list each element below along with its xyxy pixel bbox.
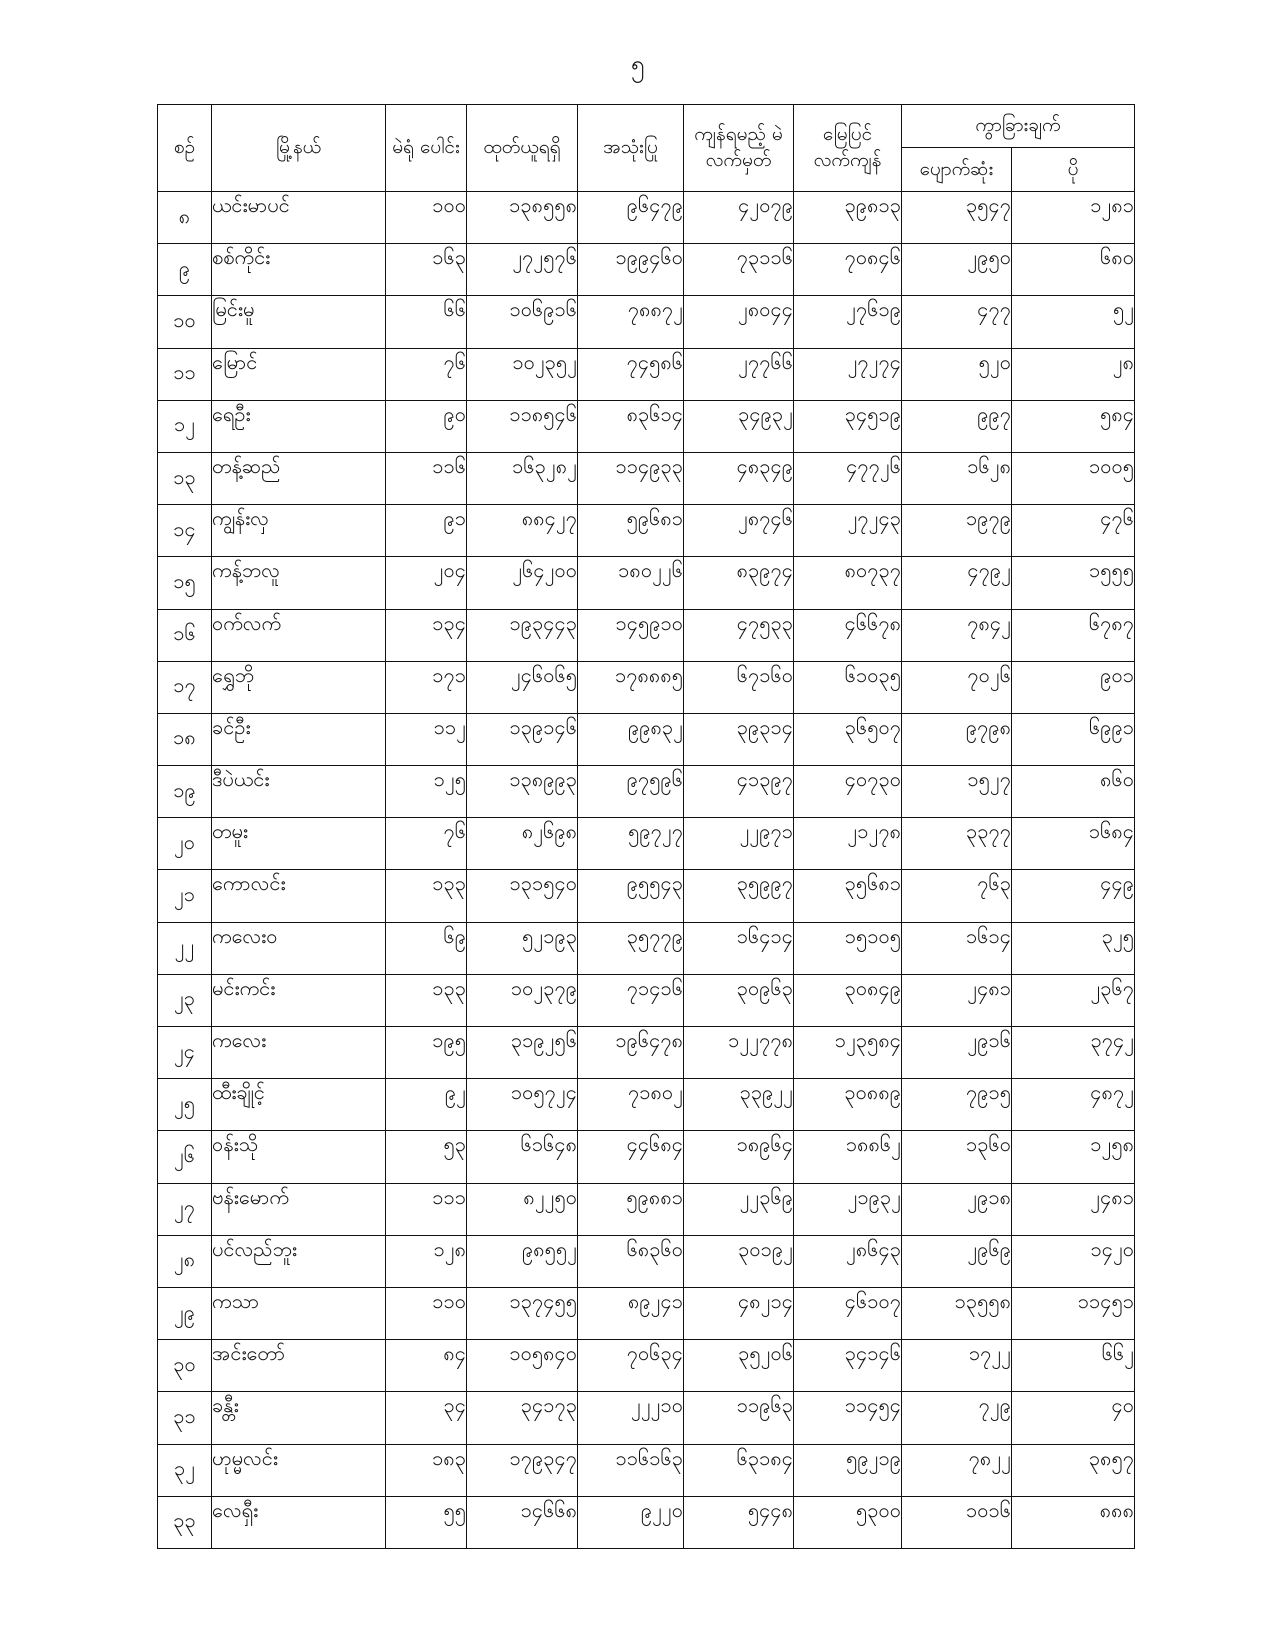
cell-pole: ၁၃၃	[386, 974, 467, 1026]
cell-extra: ၄၄၉	[1012, 870, 1135, 922]
cell-lost: ၁၀၁၆	[902, 1496, 1012, 1548]
cell-pole: ၁၀၀	[386, 192, 467, 244]
cell-returned: ၂၇၂၇၄	[794, 348, 902, 400]
cell-pole: ၉၀	[386, 400, 467, 452]
cell-unused: ၄၈၂၁၄	[684, 1287, 794, 1339]
cell-township: ခန္တီး	[212, 1392, 386, 1444]
cell-pole: ၉၁	[386, 505, 467, 557]
cell-issued: ၁၀၆၉၁၆	[467, 296, 578, 348]
cell-unused: ၃၉၃၁၄	[684, 713, 794, 765]
cell-issued: ၁၄၆၆၈	[467, 1496, 578, 1548]
cell-unused: ၄၇၅၃၃	[684, 609, 794, 661]
cell-lost: ၁၃၅၅၈	[902, 1287, 1012, 1339]
cell-used: ၉၂၂၀	[578, 1496, 684, 1548]
cell-township: တမူး	[212, 818, 386, 870]
cell-unused: ၁၆၄၁၄	[684, 922, 794, 974]
table-row	[158, 192, 1135, 244]
cell-no: ၁၈	[158, 713, 212, 765]
cell-no: ၂၈	[158, 1235, 212, 1287]
table-row	[158, 1496, 1135, 1548]
cell-no: ၁၉	[158, 766, 212, 818]
cell-returned: ၂၈၆၄၃	[794, 1235, 902, 1287]
cell-issued: ၈၈၄၂၇	[467, 505, 578, 557]
cell-no: ၃၂	[158, 1444, 212, 1496]
cell-extra: ၁၀၀၅	[1012, 452, 1135, 504]
cell-used: ၇၄၅၈၆	[578, 348, 684, 400]
cell-extra: ၂၄၈၁	[1012, 1183, 1135, 1235]
header-pole: မဲရုံ ပေါင်း	[386, 105, 467, 192]
cell-pole: ၅၅	[386, 1496, 467, 1548]
table-row	[158, 348, 1135, 400]
cell-extra: ၁၆၈၄	[1012, 818, 1135, 870]
cell-issued: ၅၂၁၉၃	[467, 922, 578, 974]
cell-used: ၉၅၅၄၃	[578, 870, 684, 922]
cell-township: ကလေး	[212, 1027, 386, 1079]
cell-returned: ၁၈၈၆၂	[794, 1131, 902, 1183]
cell-lost: ၇၈၄၂	[902, 609, 1012, 661]
cell-no: ၂၉	[158, 1287, 212, 1339]
cell-extra: ၁၂၅၈	[1012, 1131, 1135, 1183]
cell-lost: ၃၅၄၇	[902, 192, 1012, 244]
cell-extra: ၁၅၅၅	[1012, 557, 1135, 609]
cell-pole: ၁၁၀	[386, 1287, 467, 1339]
cell-lost: ၉၇၉၈	[902, 713, 1012, 765]
cell-returned: ၄၆၆၇၈	[794, 609, 902, 661]
cell-lost: ၇၂၉	[902, 1392, 1012, 1444]
header-lost: ပျောက်ဆုံး	[902, 148, 1012, 192]
cell-extra: ၄၈၇၂	[1012, 1079, 1135, 1131]
cell-township: စစ်ကိုင်း	[212, 244, 386, 296]
cell-pole: ၁၆၃	[386, 244, 467, 296]
cell-unused: ၂၈၇၄၆	[684, 505, 794, 557]
table-row	[158, 1131, 1135, 1183]
cell-extra: ၃၈၅၇	[1012, 1444, 1135, 1496]
table-row	[158, 505, 1135, 557]
cell-lost: ၅၂၀	[902, 348, 1012, 400]
table-row	[158, 1340, 1135, 1392]
cell-extra: ၆၆၂	[1012, 1340, 1135, 1392]
table-row	[158, 452, 1135, 504]
cell-returned: ၄၀၇၃၀	[794, 766, 902, 818]
cell-used: ၅၉၇၂၇	[578, 818, 684, 870]
cell-unused: ၃၅၂၀၆	[684, 1340, 794, 1392]
cell-township: ရွှေဘို	[212, 661, 386, 713]
table-row	[158, 400, 1135, 452]
cell-used: ၇၁၈၀၂	[578, 1079, 684, 1131]
cell-issued: ၁၆၃၂၈၂	[467, 452, 578, 504]
cell-returned: ၃၄၁၄၆	[794, 1340, 902, 1392]
cell-returned: ၂၇၆၁၉	[794, 296, 902, 348]
header-no: စဉ်	[158, 105, 212, 192]
cell-issued: ၈၂၂၅၀	[467, 1183, 578, 1235]
cell-extra: ၆၈၀	[1012, 244, 1135, 296]
cell-used: ၂၂၂၁၀	[578, 1392, 684, 1444]
table-row	[158, 1392, 1135, 1444]
cell-township: လေရှီး	[212, 1496, 386, 1548]
cell-extra: ၃၂၅	[1012, 922, 1135, 974]
cell-township: ကသာ	[212, 1287, 386, 1339]
cell-issued: ၁၀၂၃၅၂	[467, 348, 578, 400]
cell-lost: ၁၆၂၈	[902, 452, 1012, 504]
table-row	[158, 244, 1135, 296]
cell-returned: ၁၂၃၅၈၄	[794, 1027, 902, 1079]
cell-used: ၆၈၃၆၀	[578, 1235, 684, 1287]
cell-issued: ၂၄၆၀၆၅	[467, 661, 578, 713]
table-body	[158, 192, 1135, 1549]
cell-township: ပင်လည်ဘူး	[212, 1235, 386, 1287]
cell-unused: ၃၄၉၃၂	[684, 400, 794, 452]
cell-township: ကျွန်းလှ	[212, 505, 386, 557]
cell-township: ယင်းမာပင်	[212, 192, 386, 244]
cell-pole: ၁၂၅	[386, 766, 467, 818]
cell-pole: ၆၆	[386, 296, 467, 348]
cell-extra: ၄၀	[1012, 1392, 1135, 1444]
table-row	[158, 661, 1135, 713]
cell-township: ကလေးဝ	[212, 922, 386, 974]
table-row	[158, 296, 1135, 348]
cell-used: ၉၇၅၉၆	[578, 766, 684, 818]
cell-returned: ၇၀၈၄၆	[794, 244, 902, 296]
table-row	[158, 713, 1135, 765]
cell-unused: ၄၂၀၇၉	[684, 192, 794, 244]
table-row	[158, 870, 1135, 922]
cell-lost: ၁၅၂၇	[902, 766, 1012, 818]
cell-no: ၁၅	[158, 557, 212, 609]
cell-lost: ၂၉၁၆	[902, 1027, 1012, 1079]
cell-lost: ၇၆၃	[902, 870, 1012, 922]
cell-township: အင်းတော်	[212, 1340, 386, 1392]
cell-returned: ၃၄၅၁၉	[794, 400, 902, 452]
cell-unused: ၃၀၉၆၃	[684, 974, 794, 1026]
cell-pole: ၁၉၅	[386, 1027, 467, 1079]
cell-lost: ၂၄၈၁	[902, 974, 1012, 1026]
cell-pole: ၅၃	[386, 1131, 467, 1183]
cell-issued: ၁၃၈၅၅၈	[467, 192, 578, 244]
cell-issued: ၁၀၅၈၄၀	[467, 1340, 578, 1392]
cell-pole: ၁၃၃	[386, 870, 467, 922]
cell-township: ဗန်းမောက်	[212, 1183, 386, 1235]
cell-extra: ၁၂၈၁	[1012, 192, 1135, 244]
cell-used: ၉၆၄၇၉	[578, 192, 684, 244]
cell-returned: ၅၃၀၀	[794, 1496, 902, 1548]
cell-issued: ၆၁၆၄၈	[467, 1131, 578, 1183]
cell-lost: ၁၉၇၉	[902, 505, 1012, 557]
cell-unused: ၅၄၄၈	[684, 1496, 794, 1548]
cell-returned: ၃၅၆၈၁	[794, 870, 902, 922]
cell-pole: ၁၈၃	[386, 1444, 467, 1496]
cell-issued: ၈၂၆၉၈	[467, 818, 578, 870]
cell-issued: ၁၃၈၉၉၃	[467, 766, 578, 818]
cell-no: ၃၀	[158, 1340, 212, 1392]
cell-lost: ၉၉၇	[902, 400, 1012, 452]
cell-township: ခင်ဦး	[212, 713, 386, 765]
cell-lost: ၃၃၇၇	[902, 818, 1012, 870]
cell-used: ၉၉၈၃၂	[578, 713, 684, 765]
cell-unused: ၂၇၇၆၆	[684, 348, 794, 400]
cell-extra: ၃၇၄၂	[1012, 1027, 1135, 1079]
header-extra: ပို	[1012, 148, 1135, 192]
cell-issued: ၂၇၂၅၇၆	[467, 244, 578, 296]
cell-lost: ၁၃၆၀	[902, 1131, 1012, 1183]
cell-used: ၄၄၆၈၄	[578, 1131, 684, 1183]
cell-lost: ၂၉၅၀	[902, 244, 1012, 296]
cell-used: ၅၉၆၈၁	[578, 505, 684, 557]
cell-township: မြောင်	[212, 348, 386, 400]
cell-lost: ၇၈၂၂	[902, 1444, 1012, 1496]
header-row	[158, 105, 1135, 148]
cell-returned: ၂၇၂၄၃	[794, 505, 902, 557]
table-row	[158, 1079, 1135, 1131]
cell-pole: ၇၆	[386, 818, 467, 870]
cell-returned: ၃၆၅၀၇	[794, 713, 902, 765]
cell-extra: ၂၃၆၇	[1012, 974, 1135, 1026]
cell-no: ၂၆	[158, 1131, 212, 1183]
cell-no: ၂၇	[158, 1183, 212, 1235]
cell-used: ၇၈၈၇၂	[578, 296, 684, 348]
cell-extra: ၆၇၈၇	[1012, 609, 1135, 661]
cell-unused: ၈၃၉၇၄	[684, 557, 794, 609]
cell-used: ၅၉၈၈၁	[578, 1183, 684, 1235]
table-row	[158, 1287, 1135, 1339]
cell-used: ၃၅၇၇၉	[578, 922, 684, 974]
cell-pole: ၉၂	[386, 1079, 467, 1131]
cell-extra: ၉၀၁	[1012, 661, 1135, 713]
header-township: မြို့နယ်	[212, 105, 386, 192]
header-issued: ထုတ်ယူရရှိ	[467, 105, 578, 192]
cell-no: ၃၃	[158, 1496, 212, 1548]
cell-no: ၉	[158, 244, 212, 296]
cell-no: ၁၃	[158, 452, 212, 504]
cell-used: ၇၀၆၃၄	[578, 1340, 684, 1392]
cell-returned: ၄၇၇၂၆	[794, 452, 902, 504]
cell-pole: ၁၁၁	[386, 1183, 467, 1235]
cell-unused: ၄၁၃၉၇	[684, 766, 794, 818]
cell-no: ၂၅	[158, 1079, 212, 1131]
cell-returned: ၄၆၁၀၇	[794, 1287, 902, 1339]
cell-township: ဟုမ္မလင်း	[212, 1444, 386, 1496]
cell-pole: ၂၀၄	[386, 557, 467, 609]
cell-returned: ၈၀၇၃၇	[794, 557, 902, 609]
cell-extra: ၄၇၆	[1012, 505, 1135, 557]
cell-used: ၁၇၈၈၈၅	[578, 661, 684, 713]
cell-returned: ၅၉၂၁၉	[794, 1444, 902, 1496]
table-row	[158, 922, 1135, 974]
cell-no: ၂၁	[158, 870, 212, 922]
cell-unused: ၁၂၂၇၇၈	[684, 1027, 794, 1079]
cell-unused: ၆၇၁၆၀	[684, 661, 794, 713]
page-number: ၅	[630, 50, 645, 78]
cell-no: ၈	[158, 192, 212, 244]
cell-township: ဝက်လက်	[212, 609, 386, 661]
table-row	[158, 1027, 1135, 1079]
cell-township: တန့်ဆည်	[212, 452, 386, 504]
cell-no: ၁၂	[158, 400, 212, 452]
cell-issued: ၁၁၈၅၄၆	[467, 400, 578, 452]
cell-extra: ၆၉၉၁	[1012, 713, 1135, 765]
cell-returned: ၆၁၀၃၅	[794, 661, 902, 713]
cell-pole: ၇၆	[386, 348, 467, 400]
cell-returned: ၂၁၂၇၈	[794, 818, 902, 870]
cell-returned: ၃၉၈၁၃	[794, 192, 902, 244]
cell-returned: ၃၀၈၈၉	[794, 1079, 902, 1131]
cell-issued: ၁၃၉၁၄၆	[467, 713, 578, 765]
cell-lost: ၁၆၁၄	[902, 922, 1012, 974]
cell-returned: ၃၀၈၄၉	[794, 974, 902, 1026]
cell-lost: ၂၉၁၈	[902, 1183, 1012, 1235]
cell-lost: ၄၇၉၂	[902, 557, 1012, 609]
cell-pole: ၃၄	[386, 1392, 467, 1444]
cell-extra: ၂၈	[1012, 348, 1135, 400]
cell-no: ၂၂	[158, 922, 212, 974]
cell-issued: ၁၃၁၅၄၀	[467, 870, 578, 922]
cell-unused: ၃၅၉၉၇	[684, 870, 794, 922]
cell-township: မြင်းမူ	[212, 296, 386, 348]
cell-no: ၂၃	[158, 974, 212, 1026]
cell-township: ကောလင်း	[212, 870, 386, 922]
cell-lost: ၂၉၆၉	[902, 1235, 1012, 1287]
cell-no: ၂၀	[158, 818, 212, 870]
cell-pole: ၁၇၁	[386, 661, 467, 713]
cell-used: ၁၁၆၁၆၃	[578, 1444, 684, 1496]
table-row	[158, 974, 1135, 1026]
cell-unused: ၁၁၉၆၃	[684, 1392, 794, 1444]
cell-lost: ၄၇၇	[902, 296, 1012, 348]
cell-extra: ၈၆၀	[1012, 766, 1135, 818]
table-row	[158, 818, 1135, 870]
cell-township: ရေဦး	[212, 400, 386, 452]
cell-no: ၁၄	[158, 505, 212, 557]
table-row	[158, 1235, 1135, 1287]
cell-extra: ၈၈၈	[1012, 1496, 1135, 1548]
header-used: အသုံးပြု	[578, 105, 684, 192]
results-table	[157, 104, 1135, 1549]
table-row	[158, 1183, 1135, 1235]
cell-used: ၈၃၆၁၄	[578, 400, 684, 452]
cell-pole: ၁၂၈	[386, 1235, 467, 1287]
cell-unused: ၇၃၁၁၆	[684, 244, 794, 296]
cell-used: ၁၉၉၄၆၀	[578, 244, 684, 296]
cell-pole: ၁၁၂	[386, 713, 467, 765]
cell-pole: ၁၁၆	[386, 452, 467, 504]
cell-extra: ၁၄၂၀	[1012, 1235, 1135, 1287]
cell-unused: ၂၈၀၄၄	[684, 296, 794, 348]
cell-unused: ၂၂၃၆၉	[684, 1183, 794, 1235]
cell-township: ကန့်ဘလူ	[212, 557, 386, 609]
cell-unused: ၃၃၉၂၂	[684, 1079, 794, 1131]
cell-lost: ၇၀၂၆	[902, 661, 1012, 713]
cell-no: ၃၁	[158, 1392, 212, 1444]
cell-issued: ၁၀၂၃၇၉	[467, 974, 578, 1026]
cell-issued: ၁၀၅၇၂၄	[467, 1079, 578, 1131]
cell-extra: ၅၂	[1012, 296, 1135, 348]
cell-used: ၈၉၂၄၁	[578, 1287, 684, 1339]
cell-issued: ၃၄၁၇၃	[467, 1392, 578, 1444]
cell-no: ၂၄	[158, 1027, 212, 1079]
cell-pole: ၁၃၄	[386, 609, 467, 661]
cell-no: ၁၇	[158, 661, 212, 713]
cell-issued: ၂၆၄၂၀၀	[467, 557, 578, 609]
cell-extra: ၅၈၄	[1012, 400, 1135, 452]
cell-issued: ၃၁၉၂၅၆	[467, 1027, 578, 1079]
cell-issued: ၁၃၇၄၅၅	[467, 1287, 578, 1339]
cell-unused: ၆၃၁၈၄	[684, 1444, 794, 1496]
header-returned: မြေပြင် လက်ကျန်	[794, 105, 902, 192]
cell-township: မင်းကင်း	[212, 974, 386, 1026]
cell-issued: ၁၉၃၄၄၃	[467, 609, 578, 661]
cell-extra: ၁၁၄၅၁	[1012, 1287, 1135, 1339]
table-row	[158, 766, 1135, 818]
cell-lost: ၁၇၂၂	[902, 1340, 1012, 1392]
cell-pole: ၆၉	[386, 922, 467, 974]
cell-lost: ၇၉၁၅	[902, 1079, 1012, 1131]
cell-used: ၁၁၄၉၃၃	[578, 452, 684, 504]
header-diff: ကွာခြားချက်	[902, 105, 1135, 148]
cell-returned: ၂၁၉၃၂	[794, 1183, 902, 1235]
table-row	[158, 1444, 1135, 1496]
cell-returned: ၁၁၄၅၄	[794, 1392, 902, 1444]
cell-no: ၁၁	[158, 348, 212, 400]
cell-used: ၁၉၆၄၇၈	[578, 1027, 684, 1079]
cell-township: ဒီပဲယင်း	[212, 766, 386, 818]
cell-returned: ၁၅၁၀၅	[794, 922, 902, 974]
cell-unused: ၁၈၉၆၄	[684, 1131, 794, 1183]
cell-used: ၁၈၀၂၂၆	[578, 557, 684, 609]
cell-no: ၁၆	[158, 609, 212, 661]
cell-no: ၁၀	[158, 296, 212, 348]
header-unused: ကျန်ရမည့် မဲလက်မှတ်	[684, 105, 794, 192]
table-row	[158, 609, 1135, 661]
cell-unused: ၄၈၃၄၉	[684, 452, 794, 504]
cell-issued: ၉၈၅၅၂	[467, 1235, 578, 1287]
cell-township: ဝန်းသို	[212, 1131, 386, 1183]
cell-township: ထီးချိုင့်	[212, 1079, 386, 1131]
cell-unused: ၂၂၉၇၁	[684, 818, 794, 870]
table-row	[158, 557, 1135, 609]
cell-used: ၇၁၄၁၆	[578, 974, 684, 1026]
cell-pole: ၈၄	[386, 1340, 467, 1392]
cell-unused: ၃၀၁၉၂	[684, 1235, 794, 1287]
cell-issued: ၁၇၉၃၄၇	[467, 1444, 578, 1496]
cell-used: ၁၄၅၉၁၀	[578, 609, 684, 661]
